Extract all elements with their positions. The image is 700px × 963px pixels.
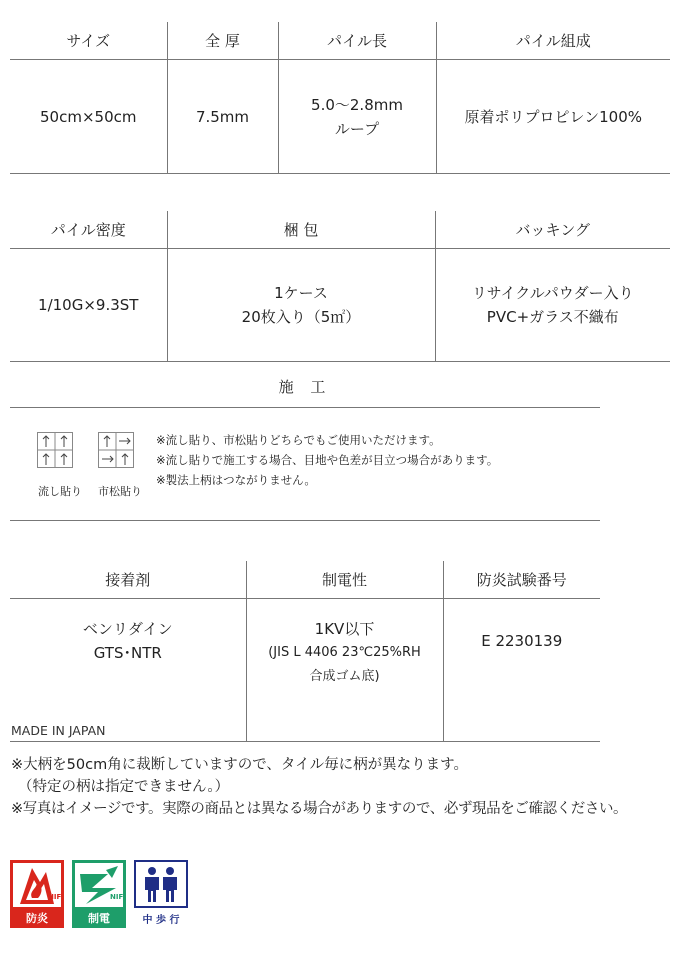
adhesive-line1: ベンリダイン: [82, 620, 173, 638]
value-pile-composition: 原着ポリプロピレン100%: [436, 60, 670, 174]
spec-table-size: [10, 22, 670, 174]
installation-note: ※製法上柄はつながりません。: [156, 473, 316, 487]
value-fire-test-number: E 2230139: [443, 599, 600, 742]
value-pile-length: [278, 60, 436, 174]
checkerboard-lay-label: 市松貼り: [98, 485, 142, 498]
installation-note: ※流し貼り、市松貼りどちらでもご使用いただけます。: [156, 433, 441, 447]
straight-lay-label: 流し貼り: [38, 485, 82, 498]
fire-badge-label: 防炎: [26, 912, 48, 925]
header-fire-test-number: 防炎試験番号: [443, 561, 600, 599]
antistatic-line1: 1KV以下: [314, 620, 375, 638]
pile-length-line2: ループ: [334, 119, 380, 138]
spec-table-density: [10, 211, 670, 362]
header-antistatic: 制電性: [246, 561, 443, 599]
value-thickness: 7.5mm: [167, 60, 278, 174]
antistatic-line3: 合成ゴム底): [309, 669, 380, 684]
backing-line2: PVC+ガラス不織布: [486, 308, 619, 326]
header-thickness: 全 厚: [167, 22, 278, 60]
header-pile-length: パイル長: [278, 22, 436, 60]
value-backing: [435, 249, 670, 362]
checkerboard-pattern-icon: [98, 432, 134, 468]
installation-title: 施 工: [278, 378, 332, 396]
fire-retardant-badge: [10, 860, 64, 928]
straight-lay-pattern-icon: [37, 432, 73, 468]
antistatic-badge-label: 制電: [88, 912, 110, 925]
footnote-pattern: ※大柄を50cm角に裁断していますので、タイル毎に柄が異なります。: [11, 757, 468, 773]
packing-line2: 20枚入り（5㎡）: [241, 308, 361, 326]
value-pile-density: 1/10G×9.3ST: [38, 296, 139, 314]
value-packing: [167, 249, 435, 362]
antistatic-badge: [72, 860, 126, 928]
antistatic-line2: (JIS L 4406 23℃25%RH: [268, 645, 421, 660]
packing-line1: 1ケース: [274, 284, 328, 302]
installation-note: ※流し貼りで施工する場合、目地や色差が目立つ場合があります。: [156, 453, 499, 467]
footnote-pattern-sub: （特定の柄は指定できません。）: [18, 779, 230, 795]
value-size: 50cm×50cm: [40, 107, 137, 126]
backing-line1: リサイクルパウダー入り: [471, 284, 634, 302]
adhesive-line2: GTS･NTR: [93, 644, 162, 662]
pile-length-line1: 5.0～2.8mm: [311, 95, 403, 114]
header-pile-density: パイル密度: [50, 220, 126, 239]
header-adhesive: 接着剤: [105, 570, 151, 589]
header-pile-composition: パイル組成: [436, 22, 670, 60]
value-adhesive: [10, 599, 246, 742]
made-in-label: MADE IN JAPAN: [11, 723, 106, 738]
installation-top-divider: [10, 407, 600, 408]
spec-table-adhesive: [10, 561, 600, 742]
header-size: サイズ: [66, 31, 111, 50]
header-backing: バッキング: [435, 211, 670, 249]
header-packing: 梱 包: [167, 211, 435, 249]
traffic-rating-badge: [134, 860, 188, 928]
footnote-photo: ※写真はイメージです。実際の商品とは異なる場合がありますので、必ず現品をご確認ください。: [11, 801, 628, 817]
installation-bottom-divider: [10, 520, 600, 521]
antistatic-badge-mark: NIF: [110, 893, 124, 901]
installation-notes: [156, 430, 498, 490]
traffic-badge-label: 中 歩 行: [142, 915, 180, 926]
value-antistatic: [246, 599, 443, 742]
fire-badge-mark: NIF: [48, 893, 62, 901]
